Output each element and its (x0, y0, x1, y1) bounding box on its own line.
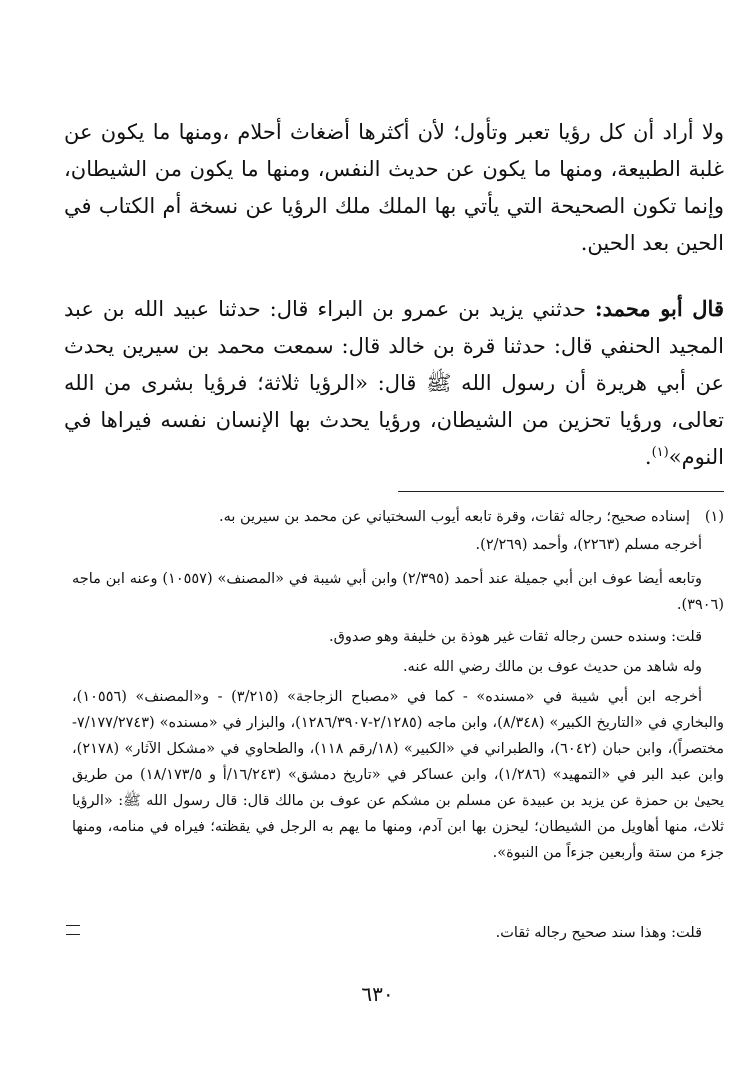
footnote-text: إسناده صحيح؛ رجاله ثقات، وقرة تابعه أيوب السختياني عن محمد بن سيرين به. (219, 509, 690, 525)
footnote-separator (398, 491, 724, 492)
footnote-line-2 (72, 532, 724, 558)
footnote-reference: (١) (651, 445, 669, 460)
footnote-text: قلت: وهذا سند صحيح رجاله ثقات. (495, 925, 702, 941)
paragraph-end: . (644, 445, 652, 469)
paragraph-text: ولا أراد أن كل رؤيا تعبر وتأول؛ لأن أكثرها أضغاث أحلام ،ومنها ما يكون عن غلبة الطبيعة، ومنها ما يكون عن حديث النفس، ومنها ما يكون من الشيطان، وإنما تكون الصحيحة التي يأتي بها الملك ملك الرؤيا عن نسخة أم الكتاب في الحين بعد الحين. (64, 120, 724, 255)
footnote-line-5 (72, 920, 724, 946)
page-number: ٦٣٠ (361, 982, 394, 1006)
speaker-lead: قال أبو محمد: (594, 296, 724, 321)
footnote-text: أخرجه ابن أبي شيبة في «مسنده» - كما في «مصباح الزجاجة» (٣/٢١٥) - و«المصنف» (١٠٥٥٦)، والبخاري في «التاريخ الكبير» (٨/٣٤٨)، وابن ماجه (٢/١٢٨٥-١٢٨٦/٣٩٠٧)، والبزار في «مسنده» (٧/١٧٧/٢٧٤٣-مختصراً)، وابن حبان (٦٠٤٢)، والطبراني في «الكبير» (١٨/رقم ١١٨)، والطحاوي في «مشكل الآثار» (٢١٧٨)، وابن عبد البر في «التمهيد» (١/٢٨٦)، وابن عساكر في «تاريخ دمشق» (١٦/٢٤٣/أ و ١٨/١٧٣/٥) من طريق يحيىٰ بن حمزة عن يزيد بن عبيدة عن مسلم بن مشكم عن عوف بن مالك قال: قال رسول الله ﷺ: «الرؤيا ثلاث، منها أهاويل من الشيطان؛ ليحزن بها ابن آدم، ومنها ما يهم به الرجل في يقظته؛ فيراه في منامه، ومنها جزء من ستة وأربعين جزءاً من النبوة». (72, 689, 725, 861)
footnote-text: قلت: وسنده حسن رجاله ثقات غير هوذة بن خليفة وهو صدوق. (328, 629, 702, 645)
footnote-text: وتابعه أيضا عوف ابن أبي جميلة عند أحمد (٢/٣٩٥) وابن أبي شيبة في «المصنف» (١٠٥٥٧) وعنه ابن ماجه (٣٩٠٦). (72, 571, 724, 613)
footnote-text: وله شاهد من حديث عوف بن مالك رضي الله عنه. (402, 659, 702, 675)
footnote-1-header (72, 504, 724, 530)
footnote-line-3 (72, 624, 724, 650)
continuation-mark (66, 925, 80, 935)
footnote-text: أخرجه مسلم (٢٢٦٣)، وأحمد (٢/٢٦٩). (475, 537, 702, 553)
hadith-paragraph (64, 290, 724, 476)
body-paragraph-2 (64, 290, 724, 476)
footnote-paragraph-2 (72, 566, 724, 618)
footnote-line-4 (72, 654, 724, 680)
footnote-number: (١) (704, 509, 724, 525)
footnote-line (72, 504, 724, 530)
body-paragraph-1 (64, 114, 724, 262)
hadith-text: حدثني يزيد بن عمرو بن البراء قال: حدثنا عبيد الله بن عبد المجيد الحنفي قال: حدثنا قرة بن خالد قال: سمعت محمد بن سيرين يحدث عن أبي هريرة أن رسول الله ﷺ قال: «الرؤيا ثلاثة؛ فرؤيا بشرى من الله تعالى، ورؤيا تحزين من الشيطان، ورؤيا يحدث بها الإنسان نفسه فيراها في النوم» (64, 297, 724, 469)
footnote-paragraph-3 (72, 684, 724, 866)
